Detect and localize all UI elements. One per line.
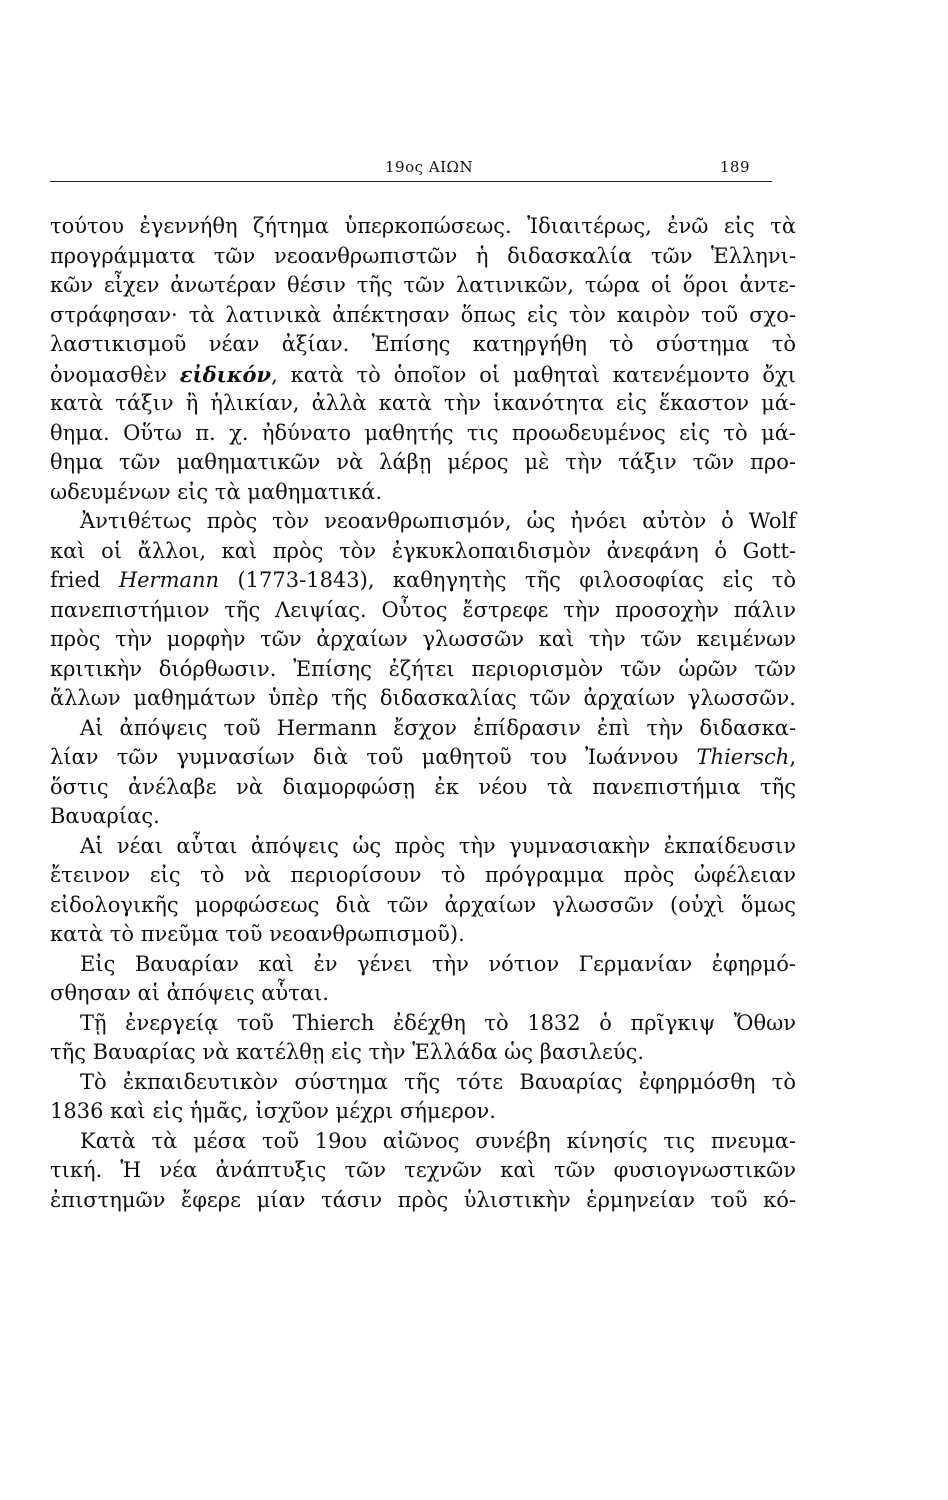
text-line: σθησαν αἱ ἀπόψεις αὗται. [50,981,329,1005]
text-fragment: λίαν τῶν γυμνασίων διὰ τοῦ μαθητοῦ του Ἰωάννου [50,745,697,769]
text-line: κριτικὴν διόρθωσιν. Ἐπίσης ἐζήτει περιορισμὸν τῶν ὡρῶν τῶν [50,656,796,681]
text-line [50,566,796,596]
text-line: πανεπιστήμιον τῆς Λειψίας. Οὗτος ἔστρεφε τὴν προσοχὴν πάλιν [50,597,796,622]
text-line: Εἰς Βαυαρίαν καὶ ἐν γένει τὴν νότιον Γερμανίαν ἐφηρμό- [80,951,796,976]
page-number: 189 [719,158,750,176]
italic-name: Thiersch [696,745,790,769]
text-line: Αἱ ἀπόψεις τοῦ Hermann ἔσχον ἐπίδρασιν ἐπὶ τὴν διδασκα- [80,715,796,740]
text-line: κῶν εἶχεν ἀνωτέραν θέσιν τῆς τῶν λατινικῶν, τώρα οἱ ὅροι ἀντε- [50,273,796,297]
text-line: προγράμματα τῶν νεοανθρωπιστῶν ἡ διδασκαλία τῶν Ἑλληνι- [50,243,796,268]
text-line: Ἀντιθέτως πρὸς τὸν νεοανθρωπισμόν, ὡς ἠνόει αὐτὸν ὁ Wolf [80,509,796,533]
text-line: Τῇ ἐνεργείᾳ τοῦ Thierch ἐδέχθη τὸ 1832 ὁ πρῖγκιψ Ὄθων [80,1010,796,1035]
text-line [50,360,796,390]
running-header-title: 19ος ΑΙΩΝ [385,158,474,176]
text-line: Κατὰ τὰ μέσα τοῦ 19ου αἰῶνος συνέβη κίνησίς τις πνευμα- [80,1128,796,1153]
text-line: στράφησαν· τὰ λατινικὰ ἀπέκτησαν ὅπως εἰς τὸν καιρὸν τοῦ σχο- [50,302,796,327]
text-line: λαστικισμοῦ νέαν ἀξίαν. Ἐπίσης κατηργήθη τὸ σύστημα τὸ [50,332,796,356]
text-fragment: fried [50,568,119,592]
text-line: Βαυαρίας. [50,804,160,828]
text-line: ωδευμένων εἰς τὰ μαθηματικά. [50,479,383,504]
text-line: ἔτεινον εἰς τὸ νὰ περιορίσουν τὸ πρόγραμμα πρὸς ὠφέλειαν [50,863,796,887]
text-line: τῆς Βαυαρίας νὰ κατέλθῃ εἰς τὴν Ἑλλάδα ὡς βασιλεύς. [50,1040,645,1064]
text-line: κατὰ τὸ πνεῦμα τοῦ νεοανθρωπισμοῦ). [50,922,465,946]
italic-name: Hermann [118,568,220,592]
running-header [50,158,770,182]
text-fragment: , [789,745,796,769]
text-line: ὅστις ἀνέλαβε νὰ διαμορφώσῃ ἐκ νέου τὰ πανεπιστήμια τῆς [50,774,796,799]
text-line: τική. Ἡ νέα ἀνάπτυξις τῶν τεχνῶν καὶ τῶν φυσιογνωστικῶν [50,1158,796,1182]
text-line: Τὸ ἐκπαιδευτικὸν σύστημα τῆς τότε Βαυαρίας ἐφηρμόσθη τὸ [80,1069,796,1094]
text-line: κατὰ τάξιν ἢ ἡλικίαν, ἀλλὰ κατὰ τὴν ἱκανότητα εἰς ἕκαστον μά- [50,391,796,415]
text-line: ἄλλων μαθημάτων ὑπὲρ τῆς διδασκαλίας τῶν ἀρχαίων γλωσσῶν. [50,686,796,710]
text-line: καὶ οἱ ἄλλοι, καὶ πρὸς τὸν ἐγκυκλοπαιδισμὸν ἀνεφάνη ὁ Gott- [50,538,796,563]
text-line: θημα τῶν μαθηματικῶν νὰ λάβῃ μέρος μὲ τὴν τάξιν τῶν προ- [50,450,796,474]
text-fragment: , κατὰ τὸ ὁποῖον οἱ μαθηταὶ κατενέμοντο ὄχι [271,362,796,387]
text-line: Αἱ νέαι αὗται ἀπόψεις ὡς πρὸς τὴν γυμνασιακὴν ἐκπαίδευσιν [80,833,796,858]
text-fragment: (1773-1843), καθηγητὴς τῆς φιλοσοφίας εἰς τὸ [219,568,796,592]
body-text [50,212,796,1215]
text-line: εἰδολογικῆς μορφώσεως διὰ τῶν ἀρχαίων γλωσσῶν (οὐχὶ ὅμως [50,892,796,917]
text-line: πρὸς τὴν μορφὴν τῶν ἀρχαίων γλωσσῶν καὶ τὴν τῶν κειμένων [50,627,796,651]
header-rule [50,181,772,182]
text-line: θημα. Οὕτω π. χ. ἠδύνατο μαθητής τις προωδευμένος εἰς τὸ μά- [50,420,796,445]
text-line: τούτου ἐγεννήθη ζήτημα ὑπερκοπώσεως. Ἰδιαιτέρως, ἐνῶ εἰς τὰ [50,214,796,238]
emphasized-term: εἰδικόν [179,361,272,387]
text-fragment: ὀνομασθὲν [50,362,180,387]
text-line [50,743,796,773]
text-line: 1836 καὶ εἰς ἡμᾶς, ἰσχῦον μέχρι σήμερον. [50,1099,496,1123]
text-line: ἐπιστημῶν ἔφερε μίαν τάσιν πρὸς ὑλιστικὴν ἑρμηνείαν τοῦ κό- [50,1187,796,1212]
